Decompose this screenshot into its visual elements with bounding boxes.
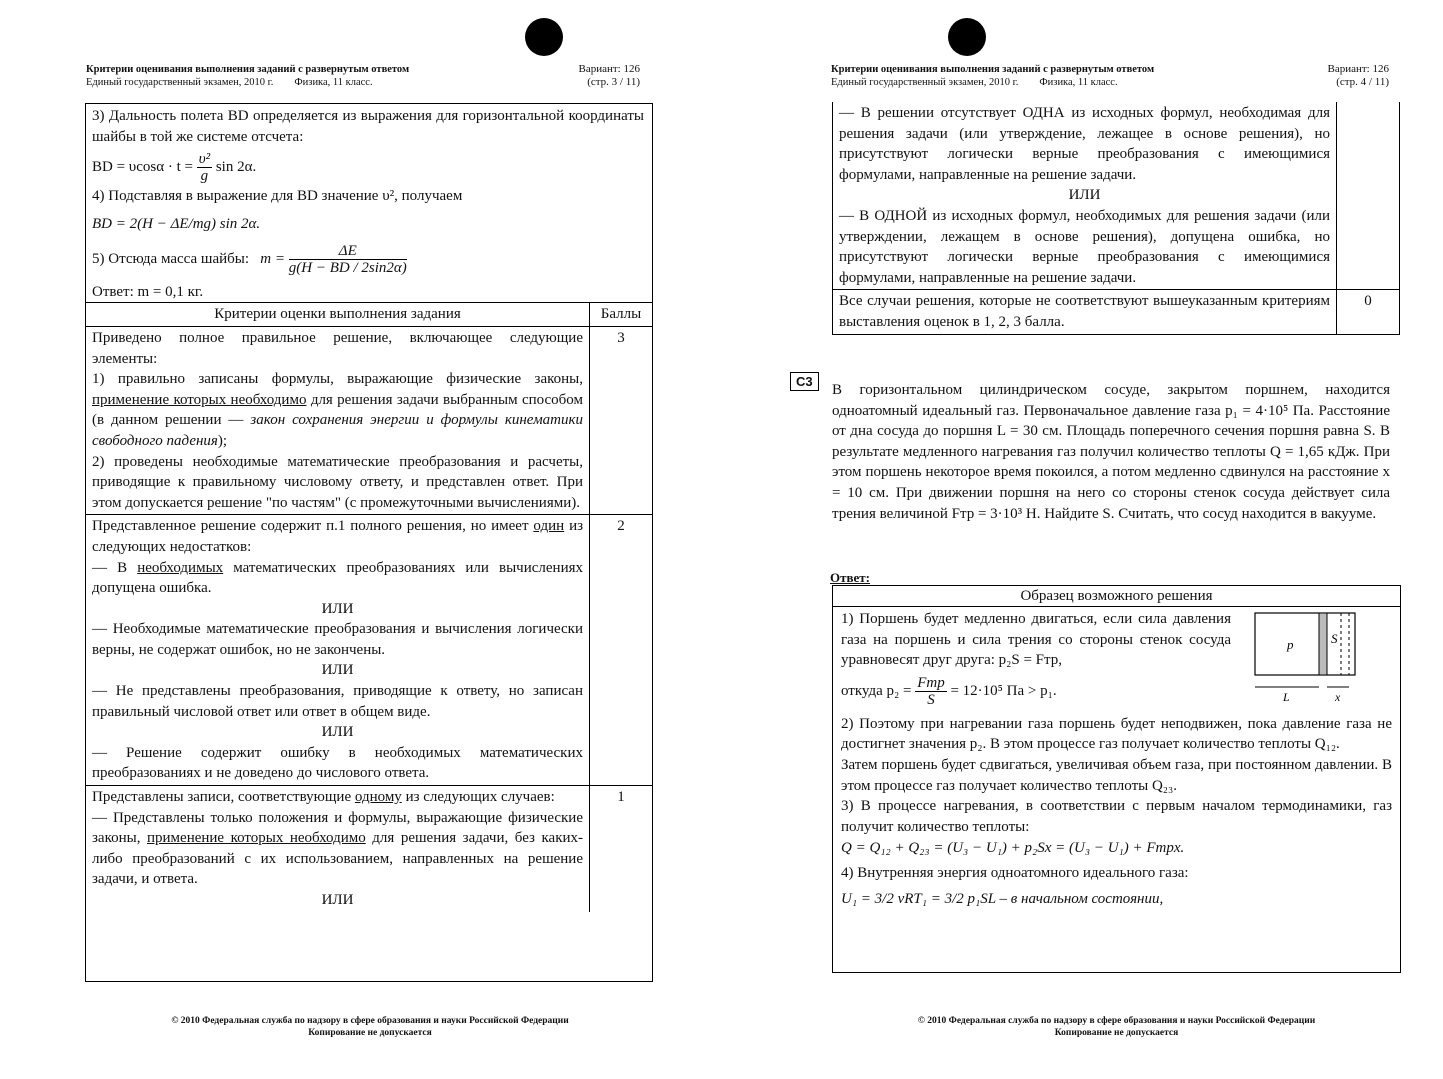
or-divider: ИЛИ — [1068, 187, 1101, 204]
italic-text: закон сохранения энергии и формулы кинематики свободного падения — [92, 412, 584, 449]
header-subtitle: Единый государственный экзамен, 2010 г. Физика, 11 класс. — [831, 77, 1118, 88]
criteria-text: — Решение содержит ошибку в необходимых математических преобразованиях и не доведено до числового ответа. — [92, 744, 583, 782]
text: — В — [92, 559, 128, 576]
criteria-text: — В ОДНОЙ из исходных формул, необходимых для решения задачи (или утверждении, лежащем в основе решения), допущена ошибка, но присутствуют логически верные преобразования с имеющимися формулами, направленные на решение задачи. — [839, 207, 1330, 286]
formula-u1: U₁ = 3/2 νRT₁ = 3/2 p₁SL – в начальном состоянии, — [841, 890, 1164, 907]
page-header — [831, 63, 1154, 89]
task-text: В горизонтальном цилиндрическом сосуде, закрытом поршнем, находится одноатомный идеальный газ. Первоначальное давление газа p₁ = 4·10⁵ Па. Расстояние от дна сосуда до поршня L = 30 см. Площадь поперечного сечения поршня равна S. В результате медленного нагревания газ получил количество теплоты Q = 1,65 кДж. При этом поршень некоторое время покоился, а потом медленно сдвинулся на расстояние x = 10 см. При движении поршня на него со стороны стенок сосуда действует сила трения величиной Fтр = 3·10³ Н. Найдите S. Считать, что сосуд находится в вакууме. — [832, 382, 1390, 522]
text: — Представлены только положения и формулы, выражающие физические законы, — [92, 809, 583, 847]
formula-part: откуда p₂ = — [841, 682, 912, 699]
formula-q: Q = Q₁₂ + Q₂₃ = (U₃ − U₁) + p₂Sx = (U₃ − U₁) + Fтрx. — [841, 840, 1185, 857]
or-divider: ИЛИ — [321, 662, 354, 679]
footer-notice: Копирование не допускается — [308, 1028, 432, 1038]
header-subtitle: Единый государственный экзамен, 2010 г. Физика, 11 класс. — [86, 77, 373, 88]
registration-dot — [525, 18, 563, 56]
or-divider: ИЛИ — [321, 724, 354, 741]
label-p: p — [1287, 637, 1294, 652]
underlined-text: необходимых — [137, 559, 224, 576]
fraction — [197, 151, 212, 184]
header-title: Критерии оценивания выполнения заданий с развернутым ответом — [831, 64, 1155, 75]
right-page — [722, 0, 1443, 1079]
underlined-text: применение которых необходимо — [146, 830, 366, 847]
criteria-text — [92, 516, 583, 557]
cylinder-outline — [1255, 613, 1355, 675]
solution-step-1: 1) Поршень будет медленно двигаться, если сила давления газа на поршень и сила трения со стороны стенок сосуда уравновесят друг друга: p₂S = Fтр, — [841, 611, 1231, 669]
variant: Вариант: 126 — [578, 63, 640, 75]
text: ); — [217, 432, 228, 449]
criteria-text: 2) проведены необходимые математические преобразования и расчеты, приводящие к правильному числовому ответу, и представлен ответ. При этом допускается решение "по частям" (с промежуточными вычислениями). — [92, 453, 583, 511]
text: из следующих недостатков: — [92, 518, 584, 555]
sample-solution-box — [832, 585, 1401, 973]
points-header: Баллы — [590, 303, 653, 327]
variant-block — [548, 63, 640, 89]
or-divider: ИЛИ — [321, 892, 354, 908]
table-row — [86, 515, 652, 786]
text: для решения задачи, без каких-либо преобразований с их использованием, направленных на решение задачи, и ответа. — [92, 830, 584, 888]
denominator: g — [200, 168, 209, 185]
criteria-text: Приведено полное правильное решение, включающее следующие элементы: — [92, 329, 583, 367]
formula-part: BD = υcosα · t = — [92, 159, 193, 176]
criteria-text: — Необходимые математические преобразования и вычисления логически верны, не содержат ошибок, но не закончены. — [92, 621, 583, 658]
solution-step-3: 3) В процессе нагревания, в соответствии с первым началом термодинамики, газ получит количество теплоты: — [841, 798, 1392, 835]
numerator: Fтр — [917, 674, 945, 691]
task-tag: C3 — [790, 372, 819, 391]
header-title: Критерии оценивания выполнения заданий с развернутым ответом — [86, 64, 410, 75]
score-cell: 0 — [1337, 290, 1400, 334]
criteria-cell: Все случаи решения, которые не соответствуют вышеуказанным критериям выставления оценок в 1, 2, 3 балла. — [833, 290, 1337, 334]
score-cell: 3 — [590, 326, 653, 514]
criteria-cell — [86, 515, 590, 786]
criteria-cell — [833, 102, 1337, 290]
criteria-cell — [86, 326, 590, 514]
score-cell: 2 — [590, 515, 653, 786]
criteria-header: Критерии оценки выполнения задания — [86, 303, 590, 327]
score-cell: 1 — [590, 786, 653, 912]
page-footer — [832, 1015, 1401, 1039]
step-5: 5) Отсюда масса шайбы: — [92, 250, 250, 267]
solution-step-2: 2) Поэтому при нагревании газа поршень будет неподвижен, пока давление газа не достигнет значения p₂. В этом процессе газ получает количество теплоты Q₁₂. — [841, 715, 1392, 753]
table-row — [833, 102, 1400, 290]
text: Представленное решение содержит п.1 полного решения, но имеет — [92, 518, 529, 535]
piston — [1319, 613, 1327, 675]
criteria-text — [92, 558, 583, 599]
page-header — [86, 63, 409, 89]
registration-dot — [948, 18, 986, 56]
fraction — [915, 675, 947, 708]
criteria-table-continued — [832, 102, 1400, 335]
denominator: S — [927, 691, 935, 708]
page-number: (стр. 4 / 11) — [1336, 76, 1389, 88]
solution-step-4: 4) Внутренняя энергия одноатомного идеального газа: — [841, 865, 1189, 882]
cylinder-diagram — [1253, 609, 1388, 704]
label-l: L — [1283, 690, 1290, 704]
criteria-text — [92, 787, 583, 808]
criteria-text — [92, 808, 583, 890]
score-cell — [1337, 102, 1400, 290]
criteria-text — [92, 369, 583, 451]
criteria-text: — В решении отсутствует ОДНА из исходных формул, необходимая для решения задачи (или утверждение, лежащее в основе решения), но присутствуют логически верные преобразования с имеющимися формулами, направленные на решение задачи. — [839, 105, 1330, 183]
answer-label: Ответ: — [830, 570, 871, 585]
denominator: g(H − BD / 2sin2α) — [288, 259, 407, 276]
criteria-cell — [86, 786, 590, 912]
table-row — [833, 290, 1400, 334]
underlined-text: одному — [354, 789, 402, 806]
formula-part: = 12·10⁵ Па > p₁. — [950, 682, 1057, 699]
fraction — [289, 243, 407, 276]
variant: Вариант: 126 — [1327, 63, 1389, 75]
formula-mass — [92, 243, 644, 276]
formula-bd — [92, 151, 644, 184]
formula-bd-2: BD = 2(H − ΔE/mg) sin 2α. — [92, 215, 261, 232]
step-3: 3) Дальность полета BD определяется из выражения для горизонтальной координаты шайбы в той же системе отсчета: — [92, 108, 644, 145]
numerator: υ² — [198, 151, 211, 168]
footer-copyright: © 2010 Федеральная служба по надзору в сфере образования и науки Российской Федерации — [917, 1016, 1316, 1026]
page-number: (стр. 3 / 11) — [587, 76, 640, 88]
step-4: 4) Подставляя в выражение для BD значение υ², получаем — [92, 188, 463, 205]
answer: Ответ: m = 0,1 кг. — [92, 283, 204, 300]
text: 1) правильно записаны формулы, выражающие физические законы, — [92, 371, 583, 388]
table-row — [86, 326, 652, 514]
solution-box — [85, 103, 653, 982]
footer-notice: Копирование не допускается — [1054, 1028, 1179, 1038]
table-row — [86, 786, 652, 912]
text: из следующих случаев: — [405, 789, 555, 806]
criteria-text: — Не представлены преобразования, приводящие к ответу, но записан правильный числовой ответ или ответ в общем виде. — [92, 683, 583, 720]
variant-block — [1297, 63, 1389, 89]
formula-part: sin 2α. — [215, 159, 257, 176]
text: Представлены записи, соответствующие — [92, 789, 352, 806]
underlined-text: один — [533, 518, 565, 535]
page-footer — [86, 1015, 654, 1039]
or-divider: ИЛИ — [321, 600, 354, 617]
sample-header: Образец возможного решения — [833, 586, 1400, 607]
text: для решения задачи выбранным способом (в данном решении — — [92, 391, 584, 429]
label-s: S — [1331, 631, 1338, 646]
underlined-text: применение которых необходимо — [92, 391, 307, 408]
label-x: x — [1335, 690, 1341, 704]
criteria-table — [86, 302, 652, 911]
footer-copyright: © 2010 Федеральная служба по надзору в сфере образования и науки Российской Федерации — [171, 1016, 569, 1026]
numerator: ΔE — [289, 243, 407, 260]
formula-part: m = — [260, 250, 285, 267]
solution-step-2b: Затем поршень будет сдвигаться, увеличивая объем газа, при постоянном давлении. В этом процессе газ получает количество теплоты Q₂₃. — [841, 756, 1392, 794]
text: математических преобразованиях или вычислениях допущена ошибка. — [92, 559, 584, 597]
